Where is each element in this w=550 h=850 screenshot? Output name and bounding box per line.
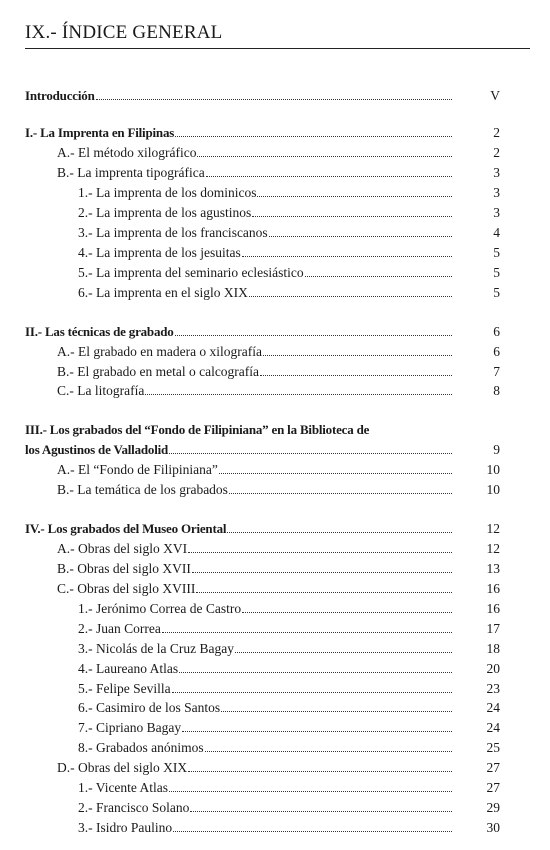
toc-page-number: 17 [486,621,500,636]
toc-row [0,284,550,302]
dot-leader [162,622,452,633]
toc-entry [57,540,452,558]
toc-page-number: 29 [486,800,500,815]
toc-page-number: 30 [486,820,500,835]
toc-row [0,363,550,381]
toc-entry [78,799,452,817]
toc-row [0,620,550,638]
toc-entry-label: 7.- Cipriano Bagay [78,720,182,735]
dot-leader [188,761,452,772]
toc-entry-label: IV.- Los grabados del Museo Oriental [25,521,227,536]
page-title: IX.- ÍNDICE GENERAL [25,22,530,49]
toc-entry [78,620,452,638]
toc-page-number: 3 [493,205,500,220]
toc-entry [25,441,452,459]
toc-row [0,580,550,598]
toc-row [0,481,550,499]
toc-entry [78,699,452,717]
toc-page-number: 10 [486,462,500,477]
toc-entry-label: D.- Obras del siglo XIX [57,760,188,775]
dot-leader [205,741,452,752]
toc-entry-label: III.- Los grabados del “Fondo de Filipiniana” en la Biblioteca de [25,422,370,437]
toc-entry [78,660,452,678]
toc-entry-label: C.- La litografía [57,383,145,398]
toc-page-number: 9 [493,442,500,457]
toc-entry [78,739,452,757]
toc-row [0,779,550,797]
toc-entry [57,560,452,578]
dot-leader [175,325,452,336]
toc-page-number: 6 [493,344,500,359]
dot-leader [242,602,452,613]
toc-page-number: 13 [486,561,500,576]
toc-page-number: 27 [486,760,500,775]
toc-entry [57,144,452,162]
toc-entry [57,580,452,598]
toc-row [0,124,550,142]
toc-entry-label: B.- La temática de los grabados [57,482,228,497]
toc-entry-label: 3.- Nicolás de la Cruz Bagay [78,641,234,656]
toc-row [0,600,550,618]
toc-entry [78,680,452,698]
toc-entry-label: 5.- Felipe Sevilla [78,681,171,696]
toc-page-number: 10 [486,482,500,497]
toc-row [0,759,550,777]
toc-entry [25,421,369,439]
toc-entry-label: 2.- Juan Correa [78,621,161,636]
toc-entry-label: Introducción [25,88,95,103]
toc-entry-label: 1.- Vicente Atlas [78,780,169,795]
toc-page-number: 2 [493,125,500,140]
toc-entry-label: II.- Las técnicas de grabado [25,324,174,339]
toc-row [0,144,550,162]
toc-row [0,164,550,182]
toc-page-number: 12 [486,541,500,556]
dot-leader [221,701,452,712]
toc-row [0,264,550,282]
toc-entry [57,164,452,182]
toc-page-number: 5 [493,245,500,260]
dot-leader [260,365,452,376]
toc-row [0,461,550,479]
toc-page-number: 16 [486,601,500,616]
toc-entry-label: 1.- La imprenta de los dominicos [78,185,257,200]
toc-entry [25,520,452,538]
toc-entry [78,819,452,837]
toc-page-number: 16 [486,581,500,596]
toc-entry-label: 6.- Casimiro de los Santos [78,700,221,715]
dot-leader [235,642,452,653]
toc-entry-label: 4.- Laureano Atlas [78,661,179,676]
toc-row [0,224,550,242]
dot-leader [190,801,452,812]
toc-entry-label: A.- El “Fondo de Filipiniana” [57,462,218,477]
dot-leader [263,345,452,356]
dot-leader [175,126,452,137]
toc-entry-label: B.- Obras del siglo XVII [57,561,191,576]
toc-entry-label: 4.- La imprenta de los jesuitas [78,245,241,260]
dot-leader [182,721,452,732]
toc-page-number: 8 [493,383,500,398]
toc-row [0,87,550,105]
toc-entry [78,600,452,618]
dot-leader [173,821,452,832]
toc-row [0,699,550,717]
toc-page-number: 27 [486,780,500,795]
toc-entry-label: I.- La Imprenta en Filipinas [25,125,175,140]
dot-leader [192,562,452,573]
toc-entry-label: 3.- Isidro Paulino [78,820,173,835]
toc-entry [78,284,452,302]
dot-leader [145,384,452,395]
toc-page-number: 7 [493,364,500,379]
toc-entry-label: B.- La imprenta tipográfica [57,165,205,180]
dot-leader [197,146,452,157]
toc-row [0,640,550,658]
dot-leader [96,89,452,100]
toc-entry [57,481,452,499]
toc-entry-label: B.- El grabado en metal o calcografía [57,364,260,379]
dot-leader [269,226,452,237]
dot-leader [249,286,452,297]
toc-entry [25,323,452,341]
toc-page-number: 6 [493,324,500,339]
dot-leader [196,582,452,593]
dot-leader [172,682,452,693]
toc-entry-label: 2.- Francisco Solano [78,800,190,815]
toc-row [0,680,550,698]
toc-entry [78,719,452,737]
dot-leader [305,266,452,277]
toc-row [0,441,550,459]
toc-entry [78,244,452,262]
toc-entry-label: 8.- Grabados anónimos [78,740,204,755]
toc-entry [78,204,452,222]
toc-entry [57,382,452,400]
toc-page-number: 2 [493,145,500,160]
toc-row [0,799,550,817]
toc-entry [57,461,452,479]
dot-leader [169,781,452,792]
toc-row [0,560,550,578]
toc-entry-label: 5.- La imprenta del seminario eclesiástico [78,265,304,280]
toc-row [0,421,550,439]
dot-leader [257,186,452,197]
toc-page-number: 18 [486,641,500,656]
toc-entry-label: 6.- La imprenta en el siglo XIX [78,285,248,300]
toc-page-number: 3 [493,165,500,180]
dot-leader [229,483,452,494]
toc-page-number: 5 [493,265,500,280]
toc-entry-label: A.- El método xilográfico [57,145,197,160]
toc-row [0,719,550,737]
toc-page-number: 12 [486,521,500,536]
toc-entry [25,87,452,105]
toc-entry-label: A.- Obras del siglo XVI [57,541,188,556]
dot-leader [179,662,452,673]
toc-page-number: 25 [486,740,500,755]
dot-leader [242,246,452,257]
toc-entry [78,640,452,658]
toc-entry [25,124,452,142]
toc-entry-label: C.- Obras del siglo XVIII [57,581,196,596]
toc-entry [78,779,452,797]
toc-entry [78,184,452,202]
toc-entry [57,363,452,381]
dot-leader [219,463,452,474]
dot-leader [252,206,452,217]
toc-page-number: V [490,88,500,103]
toc-row [0,819,550,837]
toc-page-number: 24 [486,700,500,715]
toc-entry [57,343,452,361]
toc-entry-label: 1.- Jerónimo Correa de Castro [78,601,242,616]
toc-row [0,382,550,400]
toc-row [0,520,550,538]
toc-page-number: 20 [486,661,500,676]
toc-row [0,204,550,222]
toc-row [0,184,550,202]
toc-entry-label: 3.- La imprenta de los franciscanos [78,225,268,240]
toc-page-number: 3 [493,185,500,200]
toc-row [0,244,550,262]
toc-entry-label: los Agustinos de Valladolid [25,442,169,457]
toc-entry [57,759,452,777]
dot-leader [227,522,452,533]
dot-leader [169,443,452,454]
toc-row [0,323,550,341]
dot-leader [206,166,452,177]
toc-page-number: 23 [486,681,500,696]
toc-entry-label: 2.- La imprenta de los agustinos [78,205,252,220]
toc-row [0,343,550,361]
toc-entry [78,224,452,242]
toc-row [0,739,550,757]
toc-entry [78,264,452,282]
toc-row [0,540,550,558]
toc-page-number: 24 [486,720,500,735]
toc-page-number: 5 [493,285,500,300]
toc-entry-label: A.- El grabado en madera o xilografía [57,344,263,359]
dot-leader [188,542,452,553]
toc-page-number: 4 [493,225,500,240]
toc-row [0,660,550,678]
